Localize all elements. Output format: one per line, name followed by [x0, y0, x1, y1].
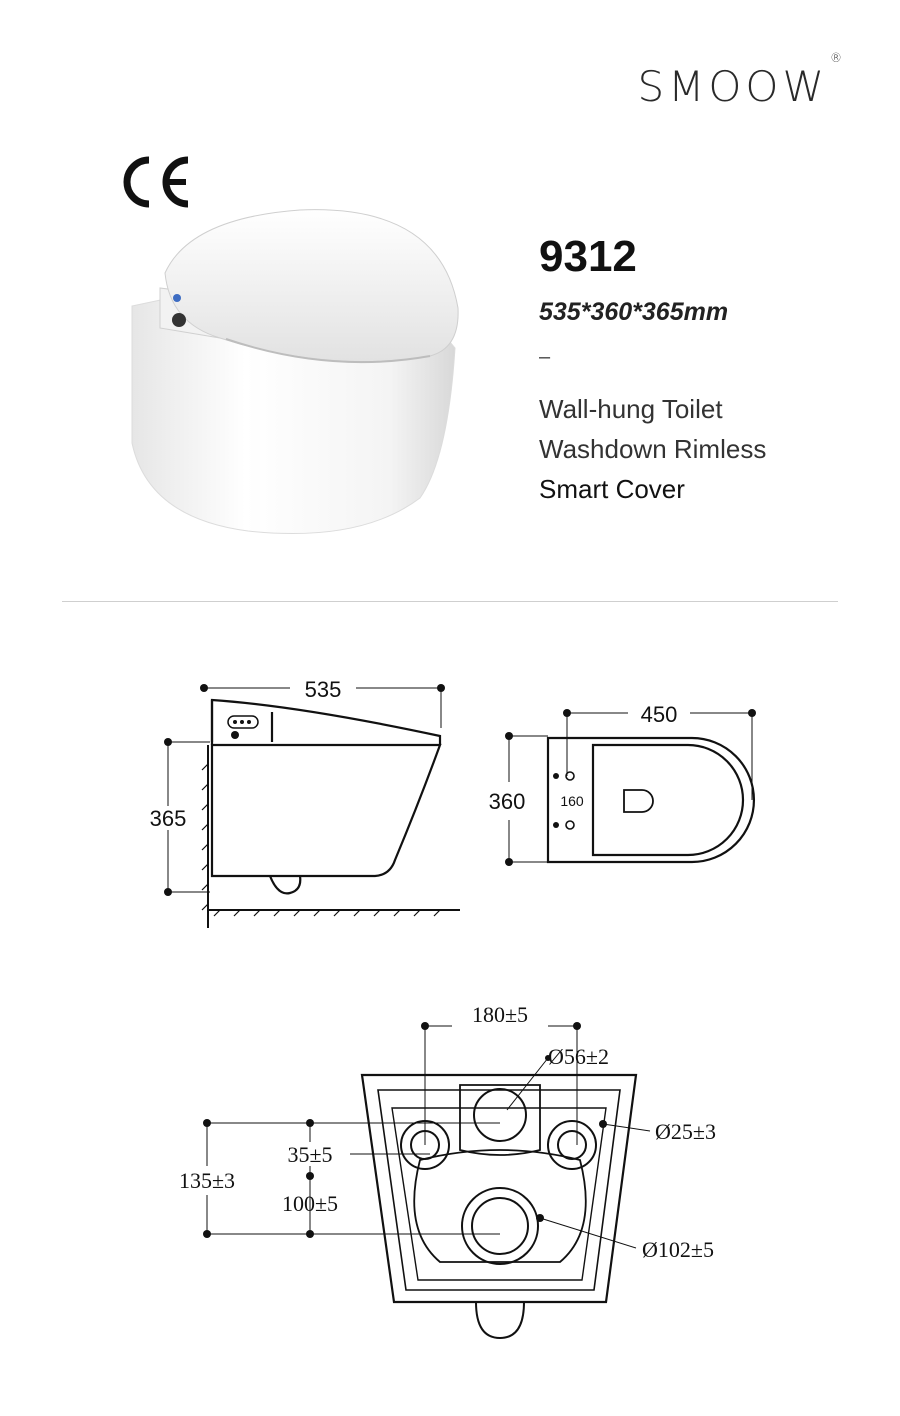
feature-wall-hung: Wall-hung Toilet — [539, 394, 723, 424]
side-height-label: 365 — [149, 806, 187, 831]
inlet-height-label: 35±5 — [287, 1142, 333, 1167]
side-view-drawing — [140, 665, 470, 935]
section-divider — [62, 601, 838, 602]
bolt-hole-diameter-label: Ø25±3 — [655, 1119, 716, 1144]
inlet-diameter-label: Ø56±2 — [548, 1044, 609, 1069]
product-image — [130, 198, 470, 548]
model-number: 9312 — [539, 232, 637, 281]
bolt-spacing-label: 160 — [560, 793, 584, 809]
top-view-drawing — [478, 695, 778, 875]
outlet-height-label: 100±5 — [281, 1191, 339, 1216]
brand-logo — [637, 51, 842, 111]
side-length-label: 535 — [304, 677, 342, 702]
rear-bolt-spacing-label: 180±5 — [471, 1002, 529, 1027]
outlet-diameter-label: Ø102±5 — [642, 1237, 714, 1262]
bolt-height-label: 135±3 — [178, 1168, 236, 1193]
top-length-label: 450 — [640, 702, 678, 727]
separator-dash: – — [539, 346, 551, 368]
feature-washdown-rimless: Washdown Rimless — [539, 434, 767, 464]
top-width-label: 360 — [488, 789, 526, 814]
rear-view-drawing — [150, 995, 770, 1355]
brand-name: SMOOW — [637, 62, 828, 111]
registered-mark: ® — [830, 51, 842, 65]
product-dimensions: 535*360*365mm — [539, 298, 729, 326]
feature-smart-cover: Smart Cover — [539, 474, 685, 504]
